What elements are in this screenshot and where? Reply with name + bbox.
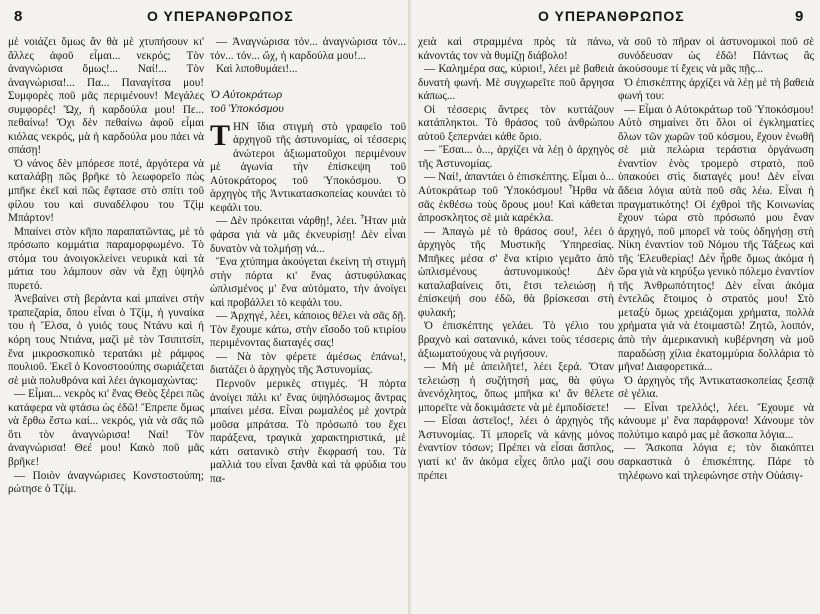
paragraph: — Ἀπαγὼ μὲ τὸ θράσος σου!, λέει ὁ ἀρχηγὸς τῆς Μυστικῆς Ὑπηρεσίας. Μπῆκες μέσα σ' ἕνα κτίριο γεμᾶτο ἀπὸ ὡπλισμένους ἀστυνομικούς! Δὲν καταλαβαίνεις ὅτι, ἔτσι τελειώσῃ ἡ ἐπίσκεψή σου ἐδῶ, θὰ βρίσκεσαι στὴ φυλακή; [418,225,614,319]
section-title-line: τοῦ Ὑποκόσμου [210,100,284,115]
paragraph: Μπαίνει στὸν κῆπο παραπατῶντας, μὲ τὸ πρόσωπο κομμάτια παραμορφωμένο. Τὸ στόμα του ἀνοιγοκλείνει νευρικὰ καὶ τὰ μάτια του λάμπουν σὰν νὰ ἔχῃ ὑψηλὸ πυρετό. [8,225,204,292]
paragraph-with-dropcap [210,118,406,216]
paragraph: — Εἶμαι ὁ Αὐτοκράτωρ τοῦ Ὑποκόσμου! Αὐτὸ σημαίνει ὅτι ὅλοι οἱ ἐγκληματίες ὅλων τῶν χωρῶν τοῦ κόσμου, ἔχουν ἑνωθῆ σὲ μιὰ πελώρια τεράστια ὀργάνωση ἐναντίον ἑνὸς τρομερὸ στρατὸ, ποῦ ὑπακούει στὶς διαταγές μου! Δὲν εἶναι ἄδεια λόγια αὐτὰ ποῦ σᾶς λέω. Εἶναι ἡ πραγματικότης! Οἱ ἐχθροὶ τῆς Κοινωνίας ἔχουν τώρα στὸ πρόσωπό μου ἕναν ἀρχηγό, ποῦ μπορεῖ νὰ τοὺς ὁδηγήσῃ στὴ Νίκη ἐναντίον τοῦ Νόμου τῆς Τάξεως καὶ τῆς Ἐλευθερίας! Δὲν ἦρθε ὅμως ἀκόμα ἡ ὥρα γιὰ νὰ κηρύξω γενικὸ πόλεμο ἐναντίον τῆς Ἀνθρωπότητος! Δὲν εἶναι ἀκόμα ἐντελῶς ἕτοιμος ὁ στρατός μου! Στὸ μεταξὺ ὅμως χρειάζομαι χρήματα, πολλὰ χρήματα γιὰ νὰ ἑτοιμαστῶ! Ζητῶ, λοιπόν, ἀπὸ τὴν ἀμερικανικὴ κυβέρνηση νὰ μοῦ παραδώσῃ χίλια ἑκατομμύρια δολλάρια τὸ μῆνα! Διαφορετικά... [618,103,814,374]
paragraph: νὰ σοῦ τὸ πῆραν οἱ ἀστυνομικοὶ ποῦ σὲ συνόδευσαν ὡς ἐδῶ! Πάντως ἂς ἀκούσουμε τί ἔχεις νὰ μᾶς πῇς... [618,36,814,76]
paragraph: χειὰ καὶ στραμμένα πρὸς τὰ πάνω, κάνοντάς τον νὰ θυμίζῃ διάβολο! [418,36,614,62]
paragraph: Καὶ λιποθυμάει!... [216,63,298,76]
paragraph: — Ἀναγνώρισα τόν... ἀναγνώρισα τόν... τόν... τόν... ὤχ, ἡ καρδούλα μου!... [210,36,406,62]
paragraph: — Ἄσκοπα λόγια ε; τὸν διακόπτει σαρκαστικὰ ὁ ἐπισκέπτης. Πάρε τὸ τηλέφωνο καὶ τηλεφώνησε στὴν Οὐάσιγ- [618,442,814,482]
left-page-column-1 [8,36,204,608]
paragraph: — Εἶμαι... νεκρὸς κι' ἕνας Θεὸς ξέρει πῶς κατάφερα νὰ φτάσω ὡς ἐδῶ! Ἔπρεπε ὅμως νὰ ἔρθω ἔστω καί... νεκρός, γιὰ νὰ σᾶς πῶ ὅτι τὸν ἀναγνώρισα! Ναί! Τὸν ἀναγνώρισα! Θεέ μου! Κακὸ ποῦ μᾶς βρῆκε! [8,388,204,468]
paragraph: — Ναί!, ἀπαντάει ὁ ἐπισκέπτης. Εἶμαι ὁ... Αὐτοκράτωρ τοῦ Ὑποκόσμου! Ἦρθα νὰ σᾶς ἐκθέσω τοὺς ὅρους μου! Καὶ κάθεται ἀπροσκλητος σὲ μιὰ καρέκλα. [418,171,614,225]
paragraph: Ὁ νάνος δὲν μπόρεσε ποτέ, ἀργότερα νὰ καταλάβῃ πῶς βρῆκε τὸ λεωφορεῖο πὼς μπῆκε ἐκεῖ καὶ πῶς ἔφτασε στὸ σπίτι τοῦ φίλου του καὶ συναδέλφου του Τζὶμ Μπάρτον! [8,157,204,225]
paragraph: Ἀνεβαίνει στὴ βεράντα καὶ μπαίνει στὴν τραπεζαρία, ὅπου εἶναι ὁ Τζίμ, ἡ γυναίκα του ἡ Ἔλσα, ὁ γυιός τους Ντάνυ καὶ ἡ κόρη τους Ντιάνα, μαζὶ μὲ τὸν Τσιπιτσίπ, ἕνα μικροσκοπικὸ τερατάκι μὲ ράμφος πουλιοῦ. Ἐκεῖ ὁ Κονοστοούπης σωριάζεται σὲ μιὰ πολυθρόνα καὶ λέει ἀγκομαχώντας: [8,293,204,387]
left-page-column-2 [210,36,406,608]
page-gutter [408,0,412,614]
paragraph: Ὁ ἐπισκέπτης γελάει. Τὸ γέλιο του βραχνὸ καὶ σατανικό, κάνει τοὺς τέσσερις ἀξιωματούχους νὰ ριγήσουν. [418,320,614,360]
paragraph: Ὁ ἀρχηγὸς τῆς Ἀντικατασκοπείας ξεσπᾷ σὲ γέλια. [618,374,814,401]
paragraph: — Εἶναι τρελλός!, λέει. Ἔχουμε νὰ κάνουμε μ' ἕνα παράφρονα! Χάνουμε τὸν πολύτιμο καιρό μας μὲ ἄσκοπα λόγια... [618,401,814,441]
paragraph: — Ἔσαι... ὁ..., ἀρχίζει νὰ λέῃ ὁ ἀρχηγὸς τῆς Ἀστυνομίας. [418,144,614,170]
paragraph: — Εἶσαι ἀστεῖος!, λέει ὁ ἀρχηγὸς τῆς Ἀστυνομίας. Τί μπορεῖς νὰ κάνῃς μόνος ἐναντίον τόσων; Πρέπει νὰ εἶσαι ἄσπλος, γιατί κι' ἄν ἀκόμα εἶχες ὅπλο μαζί σου πρέπει [418,415,614,482]
paragraph: — Δὲν πρόκειται νάρθῃ!, λέει. Ἦταν μιὰ φάρσα γιὰ νὰ μᾶς ἐκνευρίσῃ! Δὲν εἶναι δυνατὸν νὰ τολμήσῃ νά... [210,215,406,255]
paragraph: μὲ νοιάζει ὅμως ἄν θὰ μὲ χτυπήσουν κι' ἄλλες ἀφοῦ εἶμαι... νεκρός; Τὸν ἀναγνώρισα ὅμως!... Ναί!... Τὸν ἀναγνώρισα!... Πα... Παναγίτσα μου! Συμφορὲς ποῦ μᾶς περιμένουν! Μεγάλες συμφορές! Ὤχ, ἡ καρδούλα μου! Πε... πεθαίνω! Ὄχι δὲν πεθαίνω ἀφοῦ εἶμαι κιόλας νεκρός, μὰ ἡ καρδούλα μου πάει νὰ σπάσῃ! [8,36,204,157]
paragraph: Οἱ τέσσερις ἄντρες τὸν κυττάζουν κατάπληκτοι. Τὸ θράσος τοῦ ἀνθρώπου αὐτοῦ ξεπερνάει κάθε ὅριο. [418,103,614,143]
right-page-column-2 [618,36,814,608]
paragraph: — Ποιὸν ἀναγνώρισες Κονστοστούπη; ρώτησε ὁ Τζίμ. [8,469,204,496]
paragraph: Περνοῦν μερικὲς στιγμές. Ἡ πόρτα ἀνοίγει πάλι κι' ἕνας ὑψηλόσωμος ἄντρας μπαίνει μέσα. Εἶναι ρωμαλέος μὲ χοντρὰ μοῦσα μπράτσα. Τὸ πρόσωπό του ἔχει παράξενα, τραγικὰ χαρακτηριστικά, μὲ κάτι σατανικὸ στὴν ἔκφρασή του. Τὰ μαλλιά του εἶναι ξανθὰ καὶ τὰ φρύδια του πα- [210,378,406,485]
paragraph: — Ἀρχηγέ, λέει, κάποιος θέλει νὰ σᾶς δῇ. Τὸν ἔχουμε κάτω, στὴν εἴσοδο τοῦ κτιρίου περιμένοντας διαταγές σας! [210,310,406,350]
right-page-number: 9 [795,8,804,25]
section-title-line: Ὁ Αὐτοκράτωρ [210,86,283,101]
left-page-number: 8 [14,8,23,25]
paragraph-text: ΗΝ ἴδια στιγμὴ στὸ γραφεῖο τοῦ ἀρχηγοῦ τῆς ἀστυνομίας, οἱ τέσσερις ἀνώτεροι ἀξιωματοῦχοι περιμένουν μὲ ἀγωνία τὴν ἐπίσκεψη τοῦ Αὐτοκράτορος τοῦ Ὑποκόσμου. Ὁ ἀρχηγὸς τῆς Ἀντικατασκοπείας κουνάει τὸ κεφάλι του. [210,120,406,214]
right-running-header: Ο ΥΠΕΡΑΝΘΡΩΠΟΣ [538,8,685,24]
drop-cap: Τ [210,118,231,152]
paragraph: Ἕνα χτύπημα ἀκούγεται ἐκείνη τὴ στιγμὴ στὴν πόρτα κι' ἕνας ἀστυφύλακας ὡπλισμένος μ' ἕνα αὐτόματο, τὴν ἀνοίγει καὶ προβάλλει τὸ κεφάλι του. [210,256,406,309]
paragraph: Ὁ ἐπισκέπτης ἀρχίζει νὰ λέῃ μὲ τὴ βαθειὰ φωνή του: [618,76,814,103]
paragraph: — Καλημέρα σας, κύριοι!, λέει μὲ βαθειὰ δυνατὴ φωνή. Μὲ συγχωρεῖτε ποῦ ἄργησα κάπως... [418,63,614,103]
paragraph: — Νὰ τὸν φέρετε ἀμέσως ἐπάνω!, διατάζει ὁ ἀρχηγὸς τῆς Ἀστυνομίας. [210,350,406,377]
right-page-column-1 [418,36,614,608]
left-running-header: Ο ΥΠΕΡΑΝΘΡΩΠΟΣ [147,8,294,24]
paragraph: — Μὴ μὲ ἀπειλῆτε!, λέει ξερά. Ὅταν τελειώσῃ ἡ συζήτησή μας, θὰ φύγω ἀνενόχλητος, ὅπως μπῆκα κι' ἄν θέλετε μπορεῖτε νὰ δοκιμάσετε νὰ μὲ ἐμποδίσετε! [418,361,614,414]
section-title [210,87,406,115]
